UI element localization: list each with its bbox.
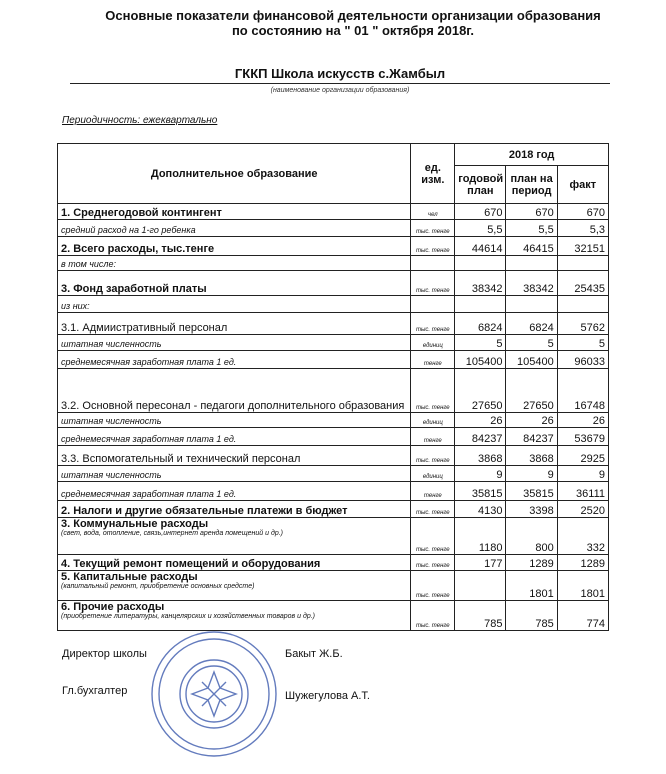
row-name [58, 555, 411, 571]
table-row [58, 204, 609, 220]
value-fact: 96033 [557, 351, 608, 369]
row-name-text: 1. Среднегодовой контингент [61, 207, 222, 219]
report-title [0, 8, 666, 38]
value-plan-period: 27650 [506, 369, 557, 413]
value-fact [557, 296, 608, 313]
value-plan-year [455, 256, 506, 271]
value-plan-period: 46415 [506, 237, 557, 256]
value-plan-period: 38342 [506, 271, 557, 296]
value-plan-period: 84237 [506, 428, 557, 446]
value-plan-period: 3398 [506, 501, 557, 518]
row-unit: единиц [411, 413, 455, 428]
row-name [58, 601, 411, 631]
row-name-text: штатная численность [61, 416, 162, 426]
header-unit: ед. изм. [411, 144, 455, 204]
row-name-text: 2. Налоги и другие обязательные платежи в бюджет [61, 505, 348, 517]
row-name-text: 6. Прочие расходы [61, 601, 165, 613]
row-unit: тыс. тенге [411, 271, 455, 296]
value-plan-year [455, 296, 506, 313]
value-plan-year: 9 [455, 466, 506, 482]
value-fact: 5762 [557, 313, 608, 335]
table-row [58, 256, 609, 271]
row-name-text: 3. Коммунальные расходы [61, 518, 209, 530]
row-name-text: 5. Капитальные расходы [61, 571, 198, 583]
table-body [58, 204, 609, 631]
accountant-role: Гл.бухгалтер [62, 685, 128, 697]
value-fact: 32151 [557, 237, 608, 256]
row-name [58, 466, 411, 482]
table-row [58, 296, 609, 313]
row-name [58, 296, 411, 313]
table-row [58, 601, 609, 631]
value-fact: 774 [557, 601, 608, 631]
row-unit: тыс. тенге [411, 369, 455, 413]
value-plan-period: 785 [506, 601, 557, 631]
value-fact: 26 [557, 413, 608, 428]
row-name [58, 413, 411, 428]
row-unit: тыс. тенге [411, 446, 455, 466]
table-row [58, 446, 609, 466]
value-fact: 670 [557, 204, 608, 220]
row-unit: тыс. тенге [411, 313, 455, 335]
table-row [58, 271, 609, 296]
value-plan-year: 84237 [455, 428, 506, 446]
value-fact: 25435 [557, 271, 608, 296]
row-name [58, 351, 411, 369]
value-plan-year: 785 [455, 601, 506, 631]
value-fact: 1801 [557, 571, 608, 601]
value-plan-year: 44614 [455, 237, 506, 256]
accountant-name: Шужегулова А.Т. [285, 690, 370, 702]
value-plan-year [455, 571, 506, 601]
value-fact: 332 [557, 518, 608, 555]
title-line-2: по состоянию на " 01 " октября 2018г. [231, 23, 475, 38]
organization-caption: (наименование организации образования) [270, 87, 410, 94]
row-unit: единиц [411, 466, 455, 482]
row-unit: тенге [411, 428, 455, 446]
row-unit: тыс. тенге [411, 220, 455, 237]
row-name-text: среднемесячная заработная плата 1 ед. [61, 489, 237, 499]
value-plan-period: 5 [506, 335, 557, 351]
row-unit [411, 256, 455, 271]
table-row [58, 351, 609, 369]
row-name-text: среднемесячная заработная плата 1 ед. [61, 357, 237, 367]
value-plan-year: 26 [455, 413, 506, 428]
official-seal-icon [148, 628, 280, 760]
value-plan-period: 6824 [506, 313, 557, 335]
financial-indicators-table [57, 143, 609, 631]
row-unit: тенге [411, 482, 455, 501]
header-fact: факт [557, 166, 608, 204]
value-plan-period: 9 [506, 466, 557, 482]
value-plan-year: 35815 [455, 482, 506, 501]
row-name-text: из них: [61, 301, 90, 311]
value-fact: 5,3 [557, 220, 608, 237]
row-note: (приобретение литературы, канцелярских и хозяйственных товаров и др.) [61, 613, 315, 620]
row-name-text: 3.3. Вспомогательный и технический персонал [61, 453, 301, 465]
value-fact: 2520 [557, 501, 608, 518]
row-name-text: 3.1. Адмиистративный персонал [61, 322, 228, 334]
row-name-text: 3. Фонд заработной платы [61, 283, 207, 295]
row-name [58, 571, 411, 601]
row-name [58, 271, 411, 296]
table-row [58, 501, 609, 518]
table-row [58, 313, 609, 335]
table-row [58, 335, 609, 351]
value-plan-year: 105400 [455, 351, 506, 369]
value-plan-year: 5 [455, 335, 506, 351]
table-row [58, 518, 609, 555]
value-plan-year: 3868 [455, 446, 506, 466]
table-row [58, 428, 609, 446]
value-plan-year: 27650 [455, 369, 506, 413]
value-fact [557, 256, 608, 271]
row-name [58, 237, 411, 256]
value-plan-period: 3868 [506, 446, 557, 466]
value-fact: 5 [557, 335, 608, 351]
row-unit: тыс. тенге [411, 571, 455, 601]
header-plan-year: годовой план [455, 166, 506, 204]
row-name [58, 256, 411, 271]
row-name [58, 428, 411, 446]
header-name: Дополнительное образование [58, 144, 411, 204]
row-name [58, 369, 411, 413]
value-fact: 1289 [557, 555, 608, 571]
periodicity-label: Периодичность: ежеквартально [62, 115, 218, 126]
row-name [58, 482, 411, 501]
value-plan-period: 1289 [506, 555, 557, 571]
row-name [58, 518, 411, 555]
value-fact: 16748 [557, 369, 608, 413]
row-name [58, 446, 411, 466]
row-name [58, 204, 411, 220]
row-name [58, 313, 411, 335]
value-fact: 2925 [557, 446, 608, 466]
value-plan-period: 35815 [506, 482, 557, 501]
director-role: Директор школы [62, 648, 147, 660]
row-unit: тыс. тенге [411, 501, 455, 518]
row-name-text: в том числе: [61, 259, 117, 269]
value-plan-year: 670 [455, 204, 506, 220]
organization-name: ГККП Школа искусств с.Жамбыл [234, 66, 446, 81]
row-name-text: среднемесячная заработная плата 1 ед. [61, 434, 237, 444]
table-row [58, 413, 609, 428]
value-plan-year: 177 [455, 555, 506, 571]
value-plan-year: 5,5 [455, 220, 506, 237]
row-unit [411, 296, 455, 313]
table-row [58, 555, 609, 571]
row-unit: тыс. тенге [411, 237, 455, 256]
table-row [58, 482, 609, 501]
value-plan-period: 5,5 [506, 220, 557, 237]
row-name [58, 220, 411, 237]
director-name: Бакыт Ж.Б. [285, 648, 343, 660]
value-plan-period: 1801 [506, 571, 557, 601]
value-plan-period: 105400 [506, 351, 557, 369]
value-plan-period [506, 296, 557, 313]
value-plan-period [506, 256, 557, 271]
value-fact: 9 [557, 466, 608, 482]
table-row [58, 220, 609, 237]
title-line-1: Основные показатели финансовой деятельности организации образования [105, 8, 601, 23]
row-name-text: штатная численность [61, 339, 162, 349]
value-plan-year: 38342 [455, 271, 506, 296]
row-unit: тыс. тенге [411, 601, 455, 631]
value-fact: 36111 [557, 482, 608, 501]
value-plan-year: 1180 [455, 518, 506, 555]
table-row [58, 466, 609, 482]
value-plan-year: 6824 [455, 313, 506, 335]
table-row [58, 369, 609, 413]
row-name-text: средний расход на 1-го ребенка [61, 225, 196, 235]
header-plan-period: план на период [506, 166, 557, 204]
table-row [58, 237, 609, 256]
row-name-text: 2. Всего расходы, тыс.тенге [61, 243, 215, 255]
row-unit: тенге [411, 351, 455, 369]
row-name [58, 501, 411, 518]
value-plan-year: 4130 [455, 501, 506, 518]
organization-underline [70, 83, 610, 84]
row-name [58, 335, 411, 351]
row-unit: тыс. тенге [411, 555, 455, 571]
value-plan-period: 800 [506, 518, 557, 555]
value-plan-period: 26 [506, 413, 557, 428]
header-year: 2018 год [455, 144, 609, 166]
row-unit: тыс. тенге [411, 518, 455, 555]
row-note: (капитальный ремонт, приобретение основных средсте) [61, 583, 255, 590]
value-fact: 53679 [557, 428, 608, 446]
row-name-text: 3.2. Основной пересонал - педагоги дополнительного образования [61, 400, 405, 412]
row-unit: чел [411, 204, 455, 220]
row-note: (свет, вода, отопление, связь,интернет арeнда помещений и др.) [61, 530, 284, 537]
row-name-text: 4. Текущий ремонт помещений и оборудования [61, 558, 321, 570]
row-unit: единиц [411, 335, 455, 351]
value-plan-period: 670 [506, 204, 557, 220]
table-row [58, 571, 609, 601]
row-name-text: штатная численность [61, 470, 162, 480]
